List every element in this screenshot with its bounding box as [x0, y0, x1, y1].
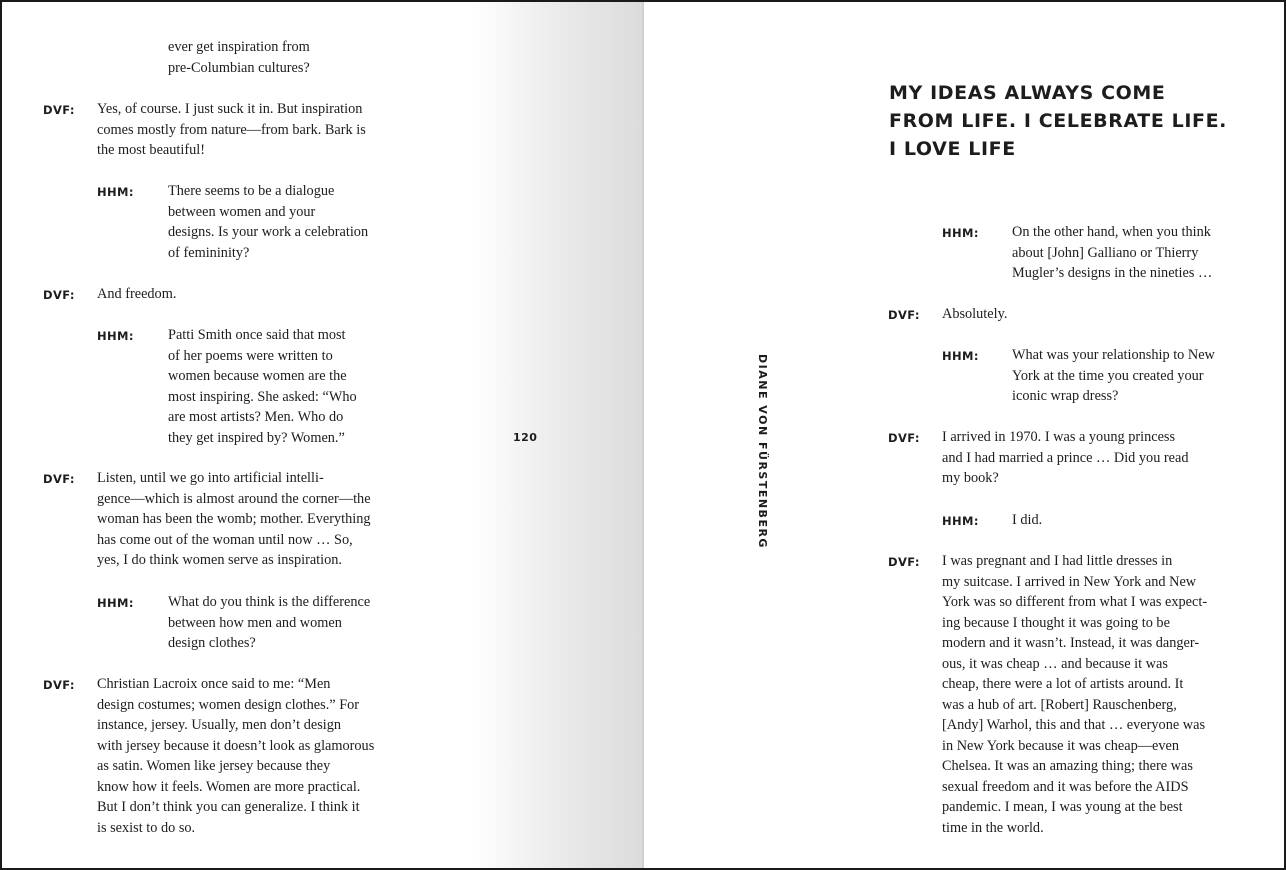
dialogue-paragraph	[168, 325, 357, 448]
page-number: 120	[513, 431, 538, 444]
dialogue-paragraph	[97, 99, 366, 161]
text-line: iconic wrap dress?	[1012, 388, 1119, 404]
text-line: Patti Smith once said that most	[168, 327, 346, 343]
speaker-label: HHM:	[97, 185, 134, 199]
text-line: There seems to be a dialogue	[168, 183, 335, 199]
speaker-label: DVF:	[888, 308, 920, 322]
dialogue-paragraph	[942, 427, 1189, 489]
speaker-label: HHM:	[97, 329, 134, 343]
text-line: designs. Is your work a celebration	[168, 224, 369, 240]
dialogue-paragraph	[1012, 222, 1212, 284]
text-line: And freedom.	[97, 286, 177, 302]
text-line: most inspiring. She asked: “Who	[168, 388, 357, 405]
speaker-label: DVF:	[43, 678, 75, 692]
text-line: I was pregnant and I had little dresses in	[942, 553, 1173, 569]
speaker-label: DVF:	[43, 472, 75, 486]
text-line: yes, I do think women serve as inspiration.	[97, 552, 342, 568]
text-line: as satin. Women like jersey because they	[97, 758, 331, 774]
text-line: instance, jersey. Usually, men don’t design	[97, 717, 342, 733]
text-line: Mugler’s designs in the nineties …	[1012, 265, 1213, 281]
text-line: Chelsea. It was an amazing thing; there was	[942, 758, 1193, 774]
pull-quote-line: MY IDEAS ALWAYS COME	[889, 82, 1166, 104]
text-line: [Andy] Warhol, this and that … everyone was	[942, 717, 1206, 733]
dialogue-paragraph	[1012, 345, 1215, 407]
text-line: with jersey because it doesn’t look as glamorous	[97, 737, 375, 754]
dialogue-paragraph	[942, 304, 1007, 325]
text-line: of her poems were written to	[168, 347, 333, 364]
text-line: What was your relationship to New	[1012, 347, 1215, 363]
text-line: comes mostly from nature—from bark. Bark is	[97, 121, 366, 138]
text-line: and I had married a prince … Did you read	[942, 449, 1189, 466]
text-line: I arrived in 1970. I was a young princess	[942, 429, 1176, 445]
text-line: sexual freedom and it was before the AIDS	[942, 778, 1189, 795]
speaker-label: DVF:	[888, 555, 920, 569]
text-line: I did.	[1012, 512, 1043, 528]
text-line: they get inspired by? Women.”	[168, 429, 345, 446]
dialogue-paragraph	[168, 592, 370, 654]
text-line: between how men and women	[168, 614, 342, 631]
text-line: between women and your	[168, 203, 316, 220]
pull-quote-line: FROM LIFE. I CELEBRATE LIFE.	[889, 110, 1227, 132]
pull-quote	[889, 79, 1227, 163]
text-line: But I don’t think you can generalize. I think it	[97, 799, 360, 815]
speaker-label: DVF:	[888, 431, 920, 445]
speaker-label: DVF:	[43, 288, 75, 302]
text-line: are most artists? Men. Who do	[168, 409, 344, 425]
dialogue-paragraph	[97, 674, 374, 838]
text-line: is sexist to do so.	[97, 819, 196, 836]
text-line: Absolutely.	[942, 306, 1008, 322]
dialogue-paragraph	[168, 37, 310, 78]
dialogue-paragraph	[168, 181, 368, 263]
text-line: of femininity?	[168, 244, 250, 261]
text-line: ever get inspiration from	[168, 39, 310, 55]
text-line: pre-Columbian cultures?	[168, 59, 310, 76]
text-line: design costumes; women design clothes.” For	[97, 696, 360, 713]
running-head-vertical: DIANE VON FÜRSTENBERG	[756, 354, 769, 549]
text-line: ing because I thought it was going to be	[942, 614, 1170, 631]
text-line: has come out of the woman until now … So,	[97, 531, 353, 548]
text-line: Listen, until we go into artificial intelli-	[97, 470, 324, 486]
speaker-label: DVF:	[43, 103, 75, 117]
text-line: time in the world.	[942, 819, 1044, 836]
text-line: Christian Lacroix once said to me: “Men	[97, 676, 331, 692]
dialogue-paragraph	[1012, 510, 1042, 531]
dialogue-paragraph	[97, 284, 176, 305]
text-line: What do you think is the difference	[168, 594, 371, 610]
text-line: Yes, of course. I just suck it in. But inspiration	[97, 101, 363, 117]
dialogue-paragraph	[942, 551, 1207, 838]
text-line: woman has been the womb; mother. Everything	[97, 511, 371, 527]
speaker-label: HHM:	[942, 349, 979, 363]
text-line: my book?	[942, 470, 999, 486]
text-line: design clothes?	[168, 635, 256, 651]
text-line: gence—which is almost around the corner—the	[97, 490, 371, 507]
text-line: pandemic. I mean, I was young at the best	[942, 799, 1183, 815]
pull-quote-line: I LOVE LIFE	[889, 138, 1016, 160]
speaker-label: HHM:	[942, 226, 979, 240]
text-line: my suitcase. I arrived in New York and New	[942, 573, 1197, 590]
speaker-label: HHM:	[942, 514, 979, 528]
text-line: was a hub of art. [Robert] Rauschenberg,	[942, 696, 1177, 713]
speaker-label: HHM:	[97, 596, 134, 610]
text-line: York at the time you created your	[1012, 367, 1204, 384]
text-line: the most beautiful!	[97, 142, 205, 158]
text-line: cheap, there were a lot of artists around. It	[942, 676, 1184, 692]
text-line: about [John] Galliano or Thierry	[1012, 244, 1199, 261]
text-line: ous, it was cheap … and because it was	[942, 655, 1168, 672]
text-line: On the other hand, when you think	[1012, 224, 1211, 240]
text-line: women because women are the	[168, 368, 347, 384]
text-line: in New York because it was cheap—even	[942, 737, 1180, 754]
text-line: York was so different from what I was expect-	[942, 594, 1208, 610]
text-line: modern and it wasn’t. Instead, it was danger-	[942, 635, 1200, 651]
text-line: know how it feels. Women are more practical.	[97, 778, 361, 795]
dialogue-paragraph	[97, 468, 371, 571]
